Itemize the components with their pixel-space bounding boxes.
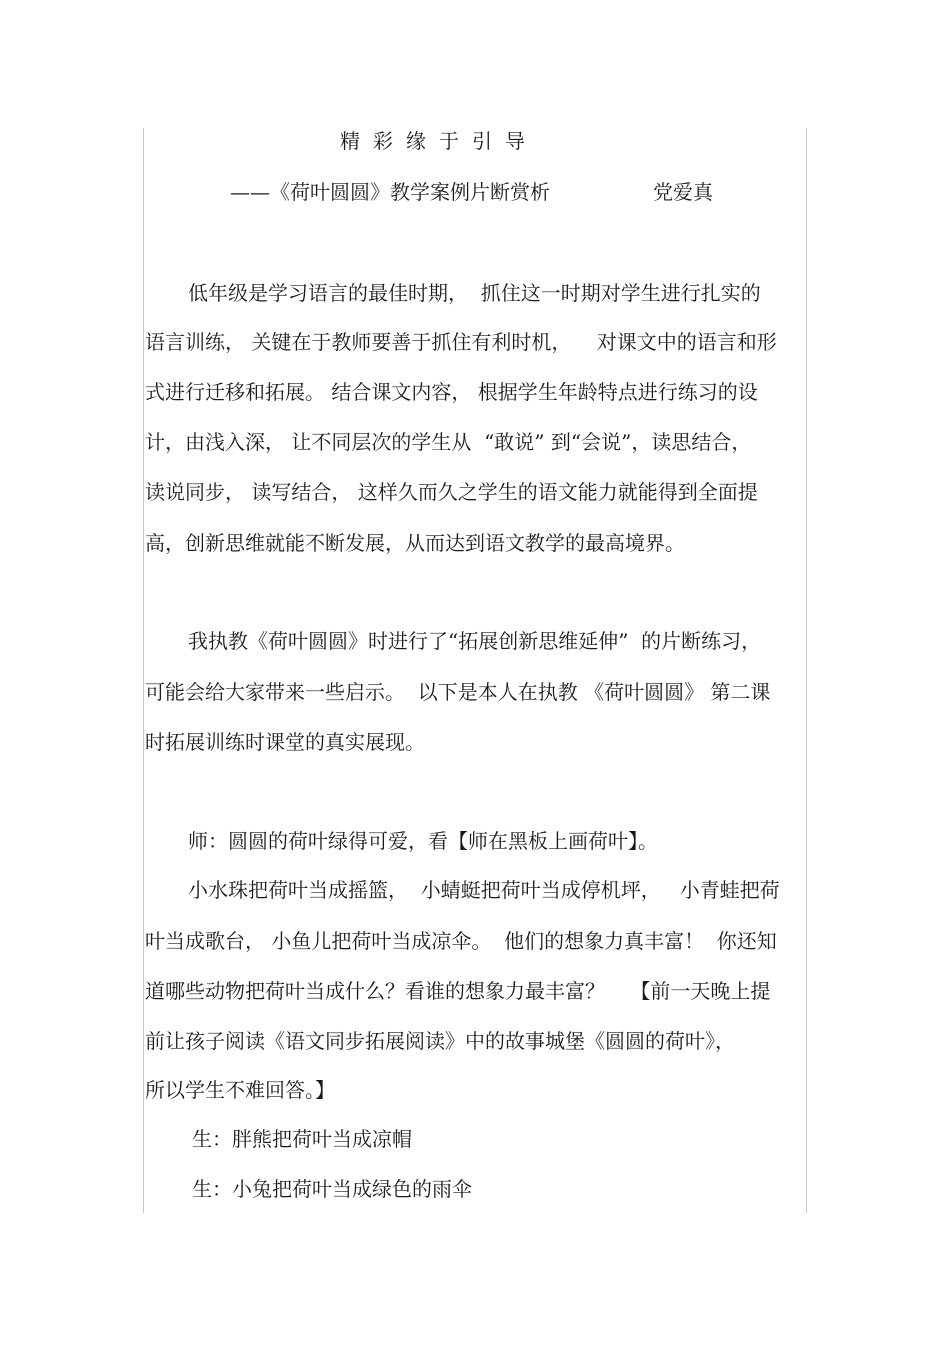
paragraph-line: 计，由浅入深， 让不同层次的学生从 “敢说” 到“会说”，读思结合，: [145, 430, 752, 454]
right-margin-rule: [806, 128, 807, 1213]
dialogue-line: 生：胖熊把荷叶当成凉帽: [192, 1127, 412, 1151]
document-title: 精彩缘于引导: [340, 129, 538, 153]
paragraph-line: 可能会给大家带来一些启示。 以下是本人在执教 《荷叶圆圆》 第二课: [145, 680, 771, 704]
author-name: 党爱真: [653, 180, 713, 204]
paragraph-line: 道哪些动物把荷叶当成什么？看谁的想象力最丰富？ 【前一天晚上提: [145, 979, 771, 1003]
paragraph-line: 小水珠把荷叶当成摇篮， 小蜻蜓把荷叶当成停机坪， 小青蛙把荷: [188, 878, 780, 902]
dialogue-line: 生：小兔把荷叶当成绿色的雨伞: [192, 1177, 472, 1201]
dialogue-line: 师：圆圆的荷叶绿得可爱，看【师在黑板上画荷叶】。: [188, 829, 658, 853]
paragraph-line: 我执教《荷叶圆圆》时进行了“拓展创新思维延伸” 的片断练习，: [188, 629, 762, 653]
paragraph-line: 语言训练， 关键在于教师要善于抓住有利时机， 对课文中的语言和形: [145, 330, 777, 354]
left-margin-rule: [143, 128, 144, 1213]
paragraph-line: 时拓展训练时课堂的真实展现。: [145, 730, 425, 754]
paragraph-line: 低年级是学习语言的最佳时期， 抓住这一时期对学生进行扎实的: [188, 281, 761, 305]
paragraph-line: 式进行迁移和拓展。 结合课文内容， 根据学生年龄特点进行练习的设: [145, 380, 758, 404]
paragraph-line: 高，创新思维就能不断发展，从而达到语文教学的最高境界。: [145, 531, 685, 555]
paragraph-line: 叶当成歌台， 小鱼儿把荷叶当成凉伞。 他们的想象力真丰富！ 你还知: [145, 929, 777, 953]
paragraph-line: 前让孩子阅读《语文同步拓展阅读》中的故事城堡《圆圆的荷叶》，: [145, 1029, 735, 1053]
paragraph-line: 所以学生不难回答。】: [145, 1078, 335, 1102]
document-subtitle: ——《荷叶圆圆》教学案例片断赏析: [230, 180, 550, 204]
paragraph-line: 读说同步， 读写结合， 这样久而久之学生的语文能力就能得到全面提: [145, 480, 758, 504]
